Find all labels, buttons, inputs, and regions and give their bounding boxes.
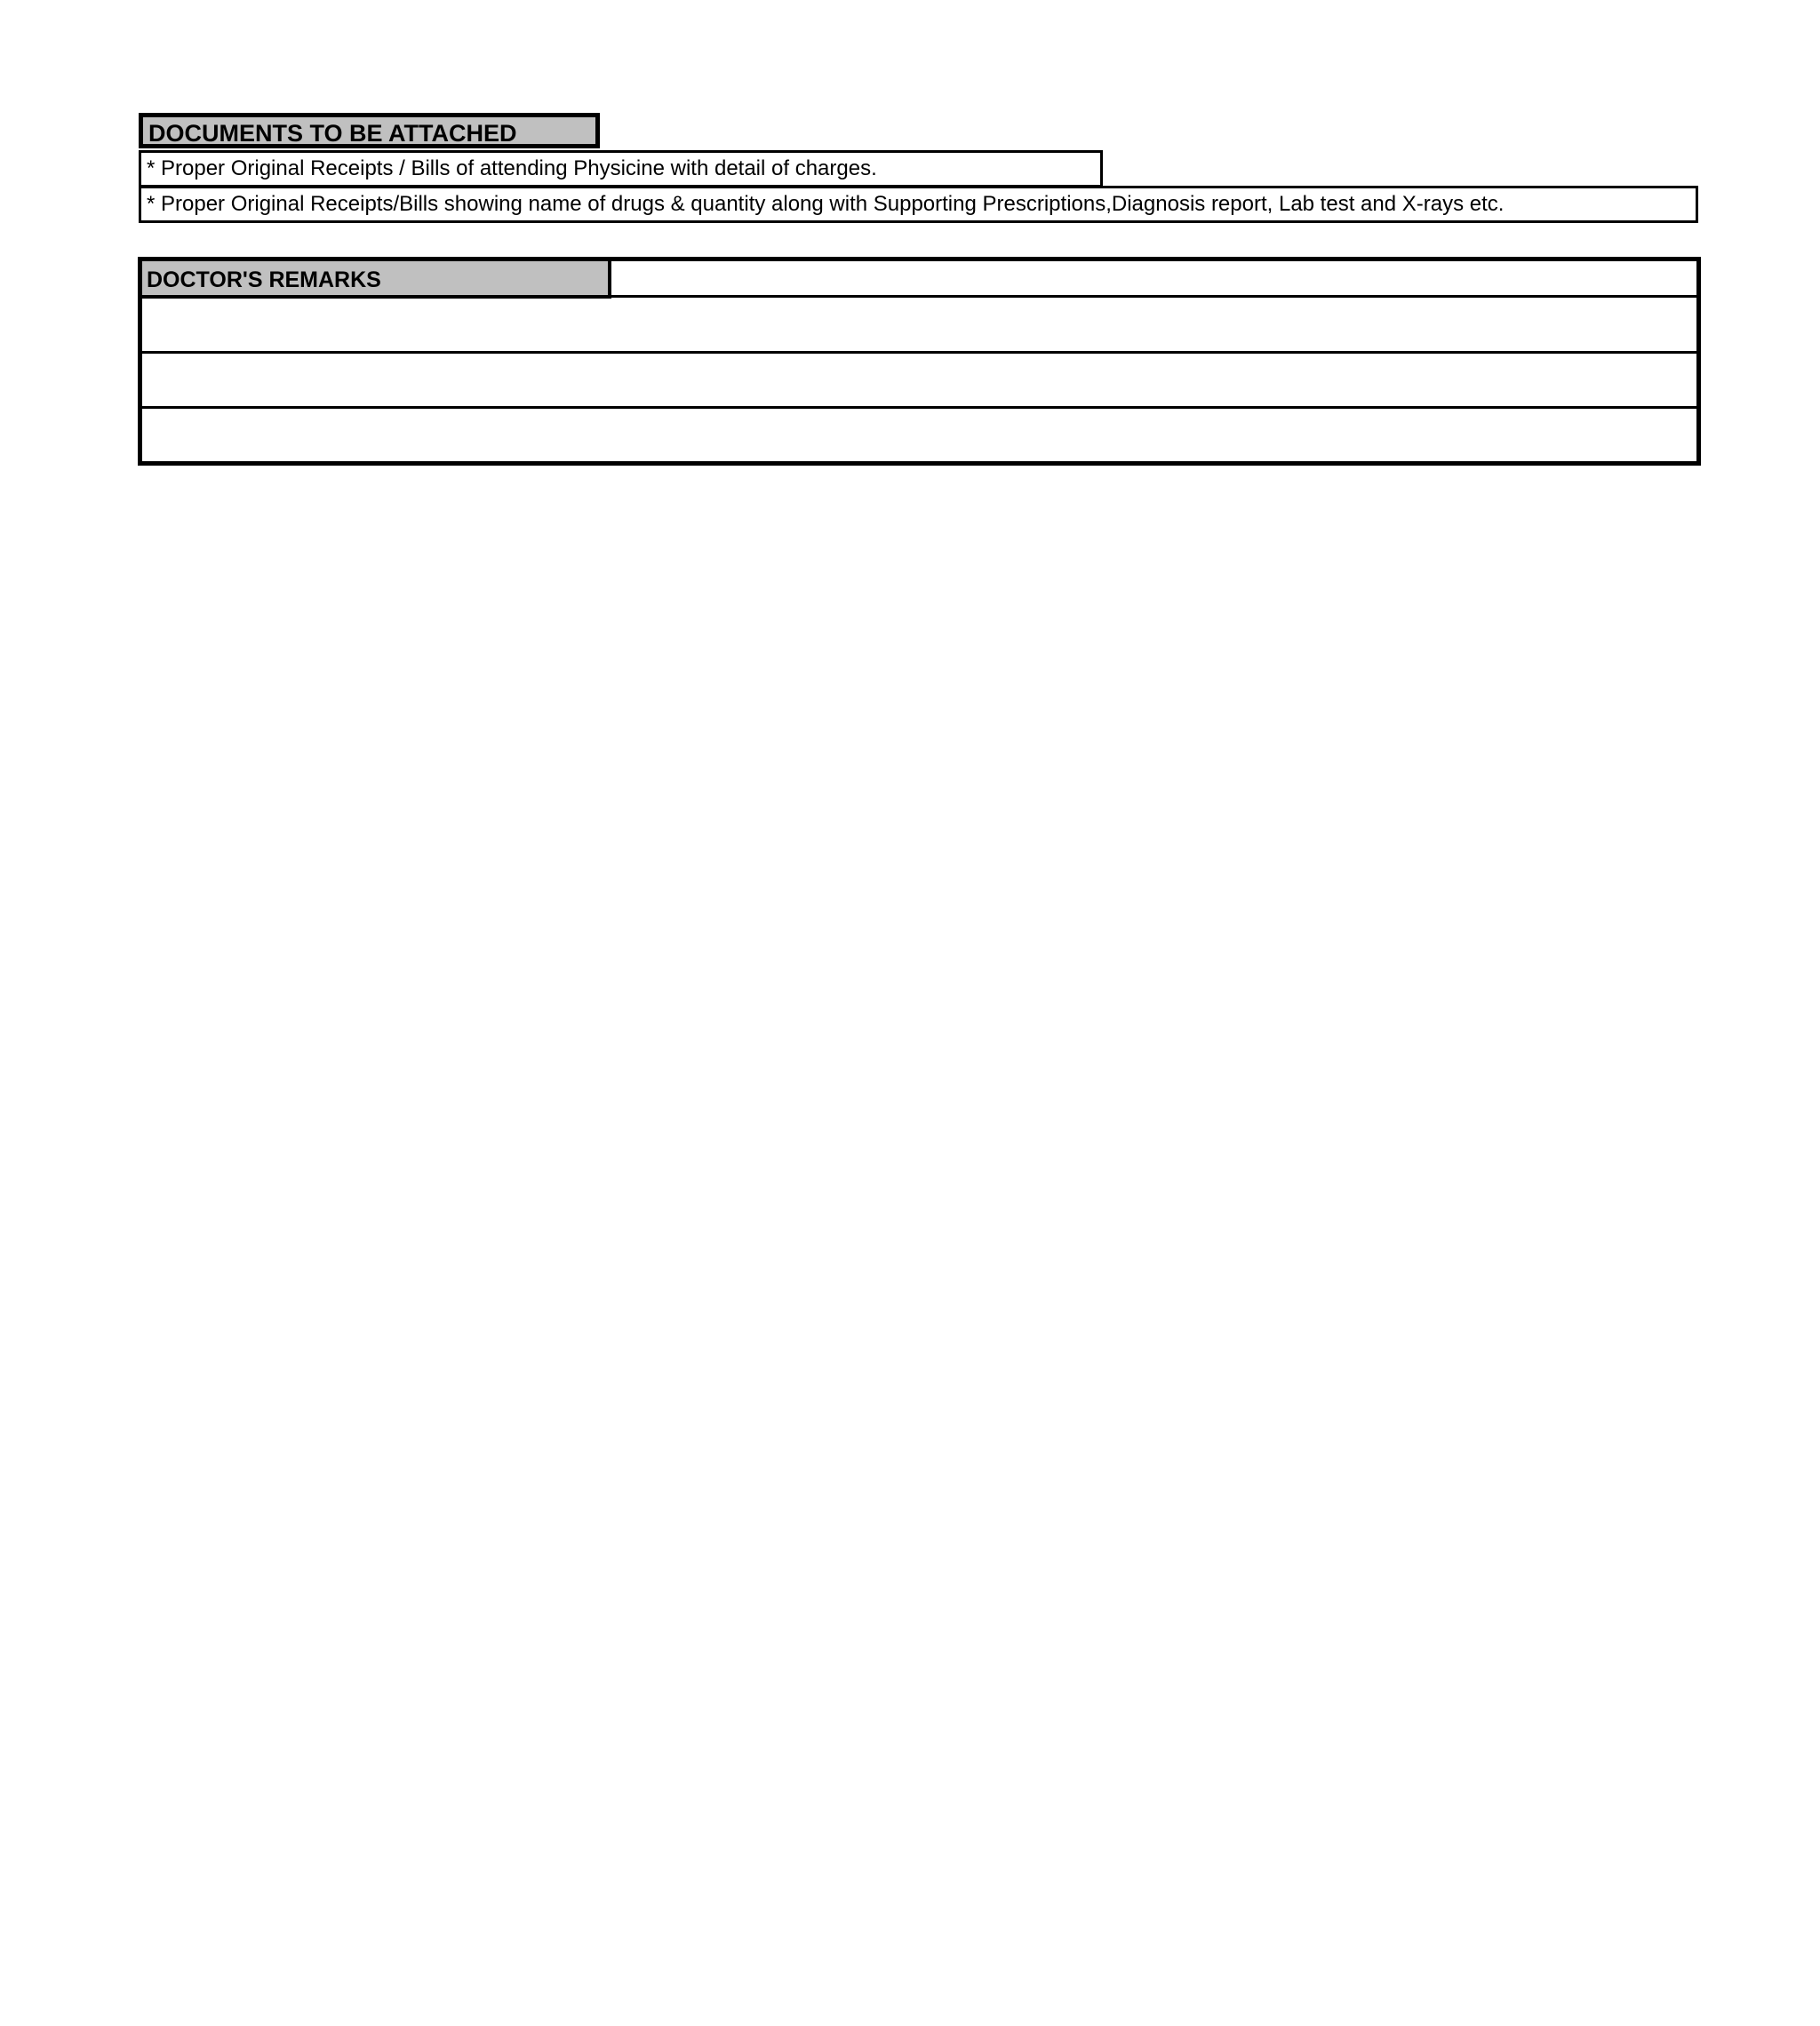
remarks-header-divider bbox=[611, 295, 1696, 298]
remarks-line-divider bbox=[142, 351, 1696, 354]
documents-section-title: DOCUMENTS TO BE ATTACHED bbox=[139, 113, 600, 148]
remarks-line-divider bbox=[142, 406, 1696, 409]
document-requirement-2: * Proper Original Receipts/Bills showing name of drugs & quantity along with Supporting Prescriptions,Diagnosis report, Lab test and X-rays etc. bbox=[139, 186, 1698, 223]
doctors-remarks-title: DOCTOR'S REMARKS bbox=[142, 261, 611, 299]
document-requirement-1: * Proper Original Receipts / Bills of attending Physicine with detail of charges. bbox=[139, 150, 1103, 187]
doctors-remarks-box bbox=[138, 257, 1701, 466]
